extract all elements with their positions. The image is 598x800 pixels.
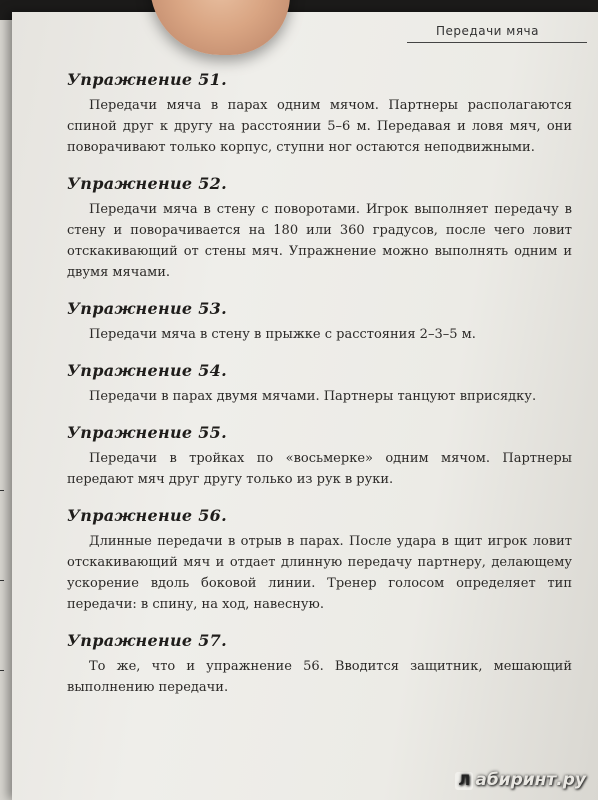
exercise-block	[67, 361, 572, 407]
exercise-title: Упражнение 54.	[67, 361, 227, 380]
page-content	[67, 70, 572, 714]
exercise-block	[67, 423, 572, 490]
watermark-logo: Л	[455, 772, 473, 790]
exercise-title: Упражнение 52.	[67, 174, 227, 193]
exercise-text: Передачи мяча в стену в прыжке с расстояния 2–3–5 м.	[89, 327, 476, 342]
exercise-text: Длинные передачи в отрыв в парах. После удара в щит игрок ловит отскакивающий мяч и отдает длинную передачу партнеру, делающему ускорение вдоль боковой линии. Тренер голосом определяет тип передачи: в спину, на ход, навесную.	[67, 534, 572, 612]
exercise-title: Упражнение 55.	[67, 423, 227, 442]
site-watermark	[455, 770, 586, 790]
exercise-block	[67, 506, 572, 615]
exercise-text: Передачи в парах двумя мячами. Партнеры танцуют вприсядку.	[89, 389, 537, 404]
exercise-title: Упражнение 57.	[67, 631, 227, 650]
adjacent-page-line	[0, 580, 4, 581]
exercise-title: Упражнение 53.	[67, 299, 227, 318]
exercise-text: Передачи мяча в парах одним мячом. Партнеры располагаются спиной друг к другу на расстоянии 5–6 м. Передавая и ловя мяч, они поворачивают только корпус, ступни ног остаются неподвижными.	[67, 98, 572, 155]
adjacent-page-line	[0, 670, 4, 671]
exercise-text: Передачи в тройках по «восьмерке» одним мячом. Партнеры передают мяч друг другу только из рук в руки.	[67, 451, 572, 487]
exercise-block	[67, 299, 572, 345]
watermark-text: абиринт.ру	[475, 770, 586, 790]
exercise-title: Упражнение 51.	[67, 70, 227, 89]
exercise-text: То же, что и упражнение 56. Вводится защитник, мешающий выполнению передачи.	[67, 659, 572, 695]
exercise-block	[67, 70, 572, 158]
exercise-title: Упражнение 56.	[67, 506, 227, 525]
exercise-block	[67, 174, 572, 283]
exercise-block	[67, 631, 572, 698]
book-page	[12, 12, 598, 800]
running-head: Передачи мяча	[407, 24, 587, 43]
adjacent-page-line	[0, 490, 4, 491]
exercise-text: Передачи мяча в стену с поворотами. Игрок выполняет передачу в стену и поворачивается на 180 или 360 градусов, после чего ловит отскакивающий от стены мяч. Упражнение можно выполнять одним и двумя мячами.	[67, 202, 572, 280]
